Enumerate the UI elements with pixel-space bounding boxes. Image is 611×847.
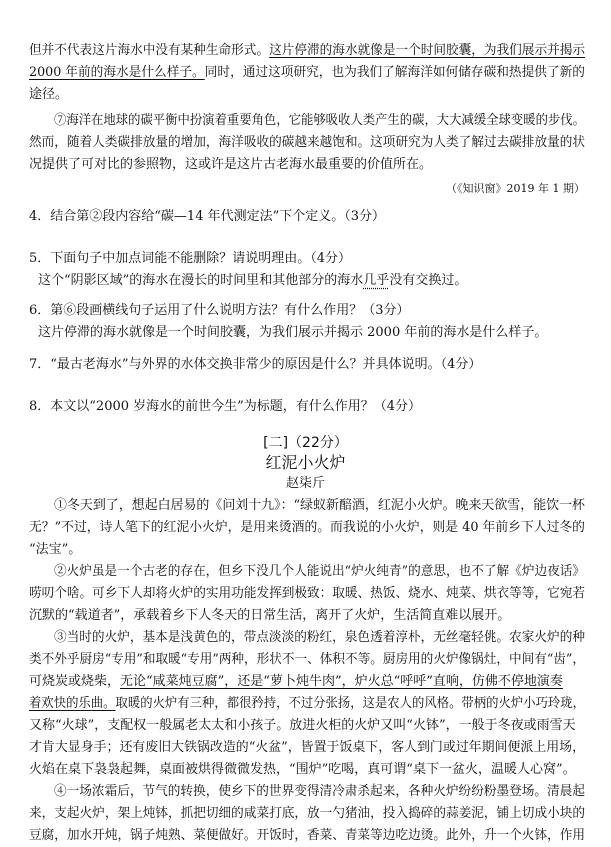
essay-p1-line-2: 无？”不过，诗人笔下的红泥小火炉，是用来烫酒的。而我说的小火炉，则是 40 年前乡下人过冬的 (29, 520, 585, 535)
question-5-sentence (0, 270, 611, 292)
paragraph-6-line-1 (0, 40, 611, 62)
text-span: 但并不代表这片海水中没有某种生命形式。 (29, 43, 270, 58)
essay-p3-line-3 (0, 671, 611, 693)
essay-p4-line-2: 来，支起火炉，架上炖钵，抓把切细的咸菜打底，放一勺猪油，投入捣碎的蒜姜泥，铺上切成小块的 (29, 806, 585, 821)
text-span: 同时，通过这项研究，也为我们了解海洋如何储存碳和热提供了新的 (204, 65, 585, 80)
paragraph-6-line-3: 途径。 (29, 87, 69, 102)
question-5: 5．下面句子中加点词能不能删除？请说明理由。（4分） (29, 251, 352, 266)
essay-p3-line-4 (0, 693, 611, 715)
essay-p3-line-7: 火焰在桌下袅袅起舞，桌面被烘得微微发热，“围炉”吃喝，真可谓“桌下一盆火，温暖人心窝”。 (29, 762, 576, 777)
article-author: 赵柒斤 (285, 476, 325, 491)
question-6: 6．第⑥段画横线句子运用了什么说明方法？有什么作用？（3分） (29, 303, 410, 318)
article-title: 红泥小火炉 (265, 453, 346, 472)
paragraph-6-line-2 (0, 62, 611, 84)
section-header: [二]（22分） (263, 435, 348, 451)
question-7: 7．“最古老海水”与外界的水体交换非常少的原因是什么？并具体说明。（4分） (29, 357, 482, 372)
essay-p4-line-3: 豆腐，加水开炖，锅子炖熟、菜便做好。开饭时，香菜、青菜等边吃边烫。此外，升一个火钵，作用 (29, 828, 585, 843)
essay-p3-line-1: ③当时的火炉，基本是浅黄色的，带点淡淡的粉红，泉色透着淳朴，无丝毫轻佻。农家火炉的种 (54, 630, 585, 645)
essay-p2-line-3: 沉默的“载道者”，承载着乡下人冬天的日常生活，离开了火炉，生活简直难以展开。 (29, 608, 511, 623)
underlined-sentence: 着欢快的乐曲。 (29, 696, 116, 711)
essay-p1-line-1: ①冬天到了，想起白居易的《问刘十九》：“绿蚁新醅酒，红泥小火炉。晚来天欲雪，能饮一杯 (54, 498, 585, 513)
essay-p2-line-1: ②火炉虽是一个古老的存在，但乡下没几个人能说出“炉火纯青”的意思，也不了解《炉边夜话》 (54, 564, 585, 579)
question-8: 8．本文以“2000 岁海水的前世今生”为标题，有什么作用？（4分） (29, 399, 422, 414)
dotted-word: 几乎 (363, 273, 390, 288)
essay-p2-line-2: 唠叨个啥。可乡下人却将火炉的实用功能发挥到极致：取暖、热饭、烧水、炖菜、烘衣等等，它宛若 (29, 586, 585, 601)
question-6-sentence: 这片停滞的海水就像是一个时间胶囊，为我们展示并揭示 2000 年前的海水是什么样子。 (38, 325, 548, 340)
text-span: 没有交换过。 (389, 273, 468, 288)
underlined-sentence: 2000 年前的海水是什么样子。 (29, 65, 205, 80)
paragraph-7-line-3: 况提供了可对比的参照物，这或许是这片古老海水最重要的价值所在。 (29, 157, 433, 172)
essay-p3-line-5: 又称“火球”，支配权一般属老太太和小孩子。放进火柜的火炉又叫“火钵”，一般于冬夜或雨雪天 (29, 718, 576, 733)
text-span: 可烧炭或烧柴， (29, 674, 121, 689)
underlined-sentence: 无论“咸菜炖豆腐”，还是“萝卜炖牛肉”，炉火总“呼呼”直响，仿佛不停地演奏 (120, 674, 563, 689)
essay-p1-line-3: “法宝”。 (29, 542, 82, 557)
paragraph-7-line-1: ⑦海洋在地球的碳平衡中扮演着重要角色，它能够吸收人类产生的碳，大大减缓全球变暖的步伐。 (54, 113, 585, 128)
underlined-sentence: 这片停滞的海水就像是一个时间胶囊，为我们展示并揭示 (269, 43, 585, 58)
paragraph-7-line-2: 然而，随着人类碳排放量的增加，海洋吸收的碳越来越饱和。这项研究为人类了解过去碳排放量的状 (29, 135, 585, 150)
essay-p3-line-2: 类不外乎厨房“专用”和取暖“专用”两种，形状不一、体积不等。厨房用的火炉像锅灶，中间有“齿”， (29, 652, 585, 667)
text-span: 这个“阴影区域”的海水在漫长的时间里和其他部分的海水 (38, 273, 364, 288)
essay-p4-line-1: ④一场浓霜后，节气的转换，使乡下的世界变得清冷肃杀起来，各种火炉纷纷粉墨登场。清晨起 (54, 784, 585, 799)
text-span: 取暖的火炉有三种，都很矜持，不过分张扬，这是农人的风格。带柄的火炉小巧玲珑， (115, 696, 585, 711)
question-4: 4．结合第②段内容给“碳—14 年代测定法”下个定义。（3分） (29, 209, 386, 224)
essay-p3-line-6: 才肯大显身手；还有废旧大铁锅改造的“火盆”，皆置于饭桌下，客人到门或过年期间便派上用场， (29, 740, 585, 755)
source-citation: （《知识窗》2019 年 1 期） (446, 182, 585, 195)
